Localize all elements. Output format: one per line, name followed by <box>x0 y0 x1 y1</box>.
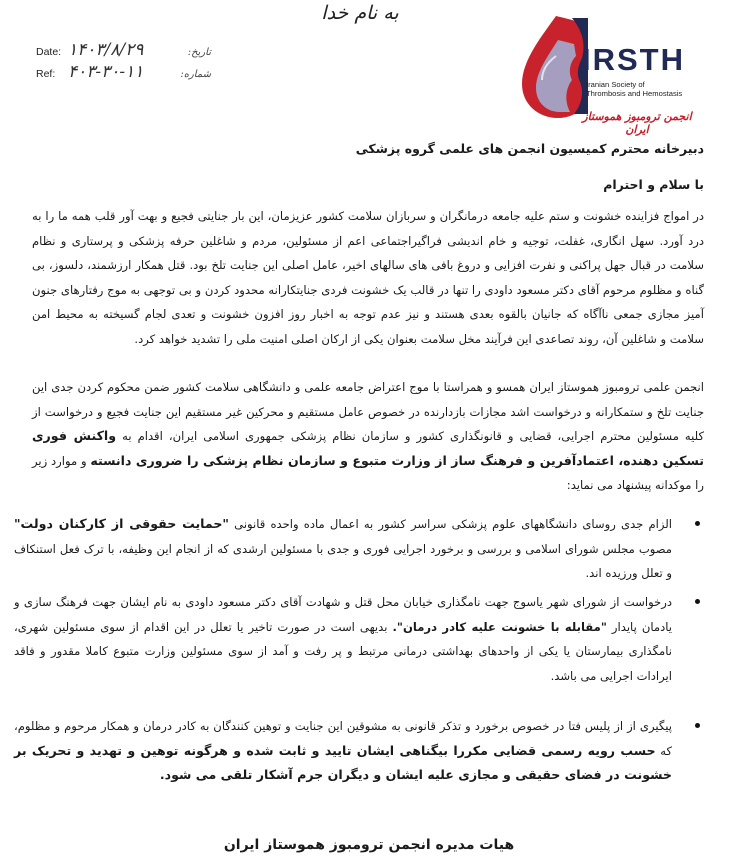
ref-label-en: Ref: <box>36 68 56 80</box>
logo-subtitle-line-1: Iranian Society of <box>586 80 645 89</box>
date-row <box>36 42 211 64</box>
list-item <box>14 590 704 710</box>
bullet-3-bold: حسب رویه رسمی قضایی مکررا بیگناهی ایشان تایید و ثابت شده و هرگونه توهین و تهدید و تحریک بر خشونت در فضای حقیقی و مجازی علیه ایشان و دیگران جرم آشکار تلقی می شود. <box>14 742 672 782</box>
date-ref-block <box>36 42 211 86</box>
paragraph-2-text: انجمن علمی ترومبوز هموستاز ایران همسو و همراستا با موج اعتراض جامعه علمی و دانشگاهی سلامت کشور ضمن محکوم کردن جدی این جنایت تلخ و ستمکارانه و درخواست اشد مجازات بازدارنده در خصوص عامل مستقیم و محرکین غیر مستقیم این جنایت فجیع و درخواست از کلیه مسئولین محترم اجرایی، قضایی و قانونگذاری کشور و سازمان نظام پزشکی جمهوری اسلامی ایران، اقدام به <box>32 380 705 443</box>
ref-row <box>36 64 211 86</box>
bullet-dot-icon <box>695 723 700 728</box>
logo-subtitle <box>586 80 716 98</box>
irsth-logo <box>508 8 718 136</box>
bullet-2-bold: "مقابله با خشونت علیه کادر درمان". <box>392 619 607 634</box>
logo-persian-name: انجمن ترومبوز هموستاز ایران <box>582 110 692 136</box>
logo-subtitle-line-2: Thrombosis and Hemostasis <box>586 89 683 98</box>
list-item <box>14 714 704 788</box>
ref-label-fa: شماره: <box>180 69 211 80</box>
bullet-3-text: پیگیری از از پلیس فتا در خصوص برخورد و تذکر قانونی به مشوقین این جنایت و توهین کنندگان به کادر درمان و همکار مرحوم و مظلوم، که <box>14 719 672 758</box>
date-value: ۱۴۰۳/۸/۲۹ <box>68 40 144 60</box>
list-item <box>14 512 704 586</box>
bullet-1-text: الزام جدی روسای دانشگاههای علوم پزشکی سراسر کشور به اعمال ماده واحده قانونی <box>234 517 673 531</box>
date-label-en: Date: <box>36 46 62 58</box>
paragraph-2 <box>32 375 704 498</box>
bullet-dot-icon <box>695 599 700 604</box>
greeting: با سلام و احترام <box>603 177 704 192</box>
basmala-heading: به نام خدا <box>321 2 399 24</box>
bullet-1-bold: "حمایت حقوقی از کارکنان دولت" <box>14 516 229 531</box>
bullet-dot-icon <box>695 521 700 526</box>
ref-value: ۴۰۳-۳۰-۱۱ <box>68 62 144 82</box>
recommendations-list <box>14 512 704 788</box>
bullet-2-text-2: بدیهی است در صورت تاخیر یا تعلل در این اقدام از سوی مسئولین شهری، نامگذاری بیمارستان یا یکی از واحدهای بهداشتی درمانی مرتبط و پر رفت و آمد از سوی مسئولین وزارت متبوع کاملا مقدور و فاقد ایرادات اجرایی می باشد. <box>14 619 672 683</box>
paragraph-2-tail: و موارد زیر را موکدانه پیشنهاد می نماید: <box>32 453 704 492</box>
paragraph-1: در امواج فزاینده خشونت و ستم علیه جامعه درمانگران و سربازان سلامت کشور عزیزمان، این بار جنایتی فجیع و بهت آور قلب همه ما را به درد آورد. سهل انگاری، غفلت، توجیه و خام اندیشی فراگیراجتماعی اعم از مسئولین، مردم و شاغلین حرفه پزشکی و پرستاری و نظام سلامت در قبال جهل پراکنی و نفرت افزایی و دروغ بافی های سالهای اخیر، عامل اصلی این جنایت تلخ بود. قتل همکار ارزشمند، دلسوز، بی گناه و مظلوم مرحوم آقای دکتر مسعود داودی را تنها در قالب یک خشونت فردی جنایتکارانه محدود کردن و بی توجهی به موج رفتارهای جنون آمیز مجازی جمعی ناآگاه که جانیان بالقوه بعدی هستند و نیز عدم توجه به اخبار روز افزون خشونت و تعدی لجام گسیخته به محیط امن سلامت و شاغلین آن، روند تصاعدی این فرآیند مخل سلامت بعنوان یکی از ارکان اصلی امنیت ملی را تشدید خواهد کرد. <box>32 209 704 346</box>
addressee: دبیرخانه محترم کمیسیون انجمن های علمی گروه پزشکی <box>355 141 704 156</box>
paragraph-2-bold: واکنش فوری تسکین دهنده، اعتمادآفرین و فرهنگ ساز از وزارت متبوع و سازمان نظام پزشکی را ضروری دانسته <box>32 428 705 468</box>
logo-title: IRSTH <box>582 42 685 77</box>
date-label-fa: تاریخ: <box>187 47 211 58</box>
signature: هیات مدیره انجمن ترومبوز هموستاز ایران <box>223 837 515 853</box>
bullet-2-text: درخواست از شورای شهر یاسوج جهت نامگذاری خیابان محل قتل و شهادت آقای دکتر مسعود داودی به نام ایشان جهت فرهنگ سازی و یادمان پایدار <box>14 595 673 634</box>
blood-drop-profile-icon <box>512 10 590 122</box>
bullet-1-text-2: مصوب مجلس شورای اسلامی و بررسی و برخورد اجرایی فوری و جدی با مسئولین ارشدی که از انجام این وظیفه، با ترک فعل استنکاف و تعلل ورزیده اند. <box>14 541 672 580</box>
